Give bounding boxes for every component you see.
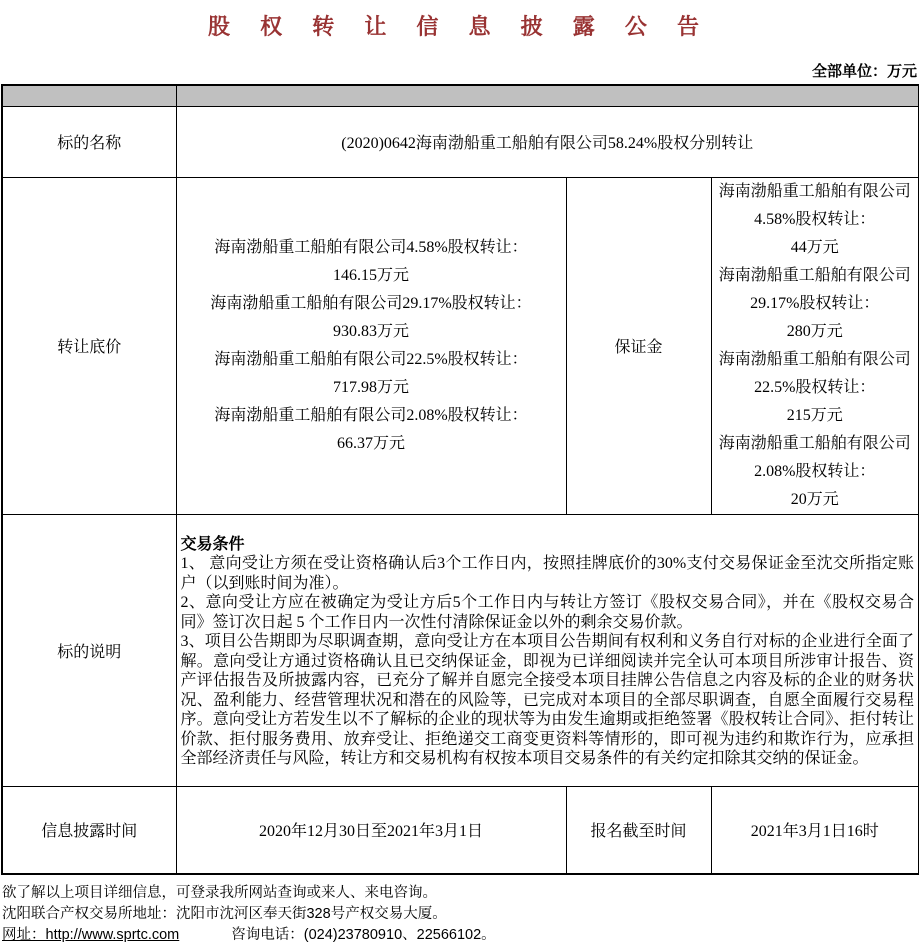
deposit-line: 44万元 — [790, 238, 839, 256]
deposit-cell — [711, 177, 919, 514]
header-band-right-cell — [176, 85, 919, 106]
floor-price-line: 海南渤船重工船舶有限公司22.5%股权转让： — [214, 350, 528, 368]
phone-numbers: 咨询电话：(024)23780910、22566102。 — [231, 927, 496, 943]
deposit-line: 280万元 — [786, 322, 843, 340]
disclosure-time-label: 信息披露时间 — [2, 786, 176, 874]
trade-condition-paragraph: 1、 意向受让方须在受让资格确认后3个工作日内，按照挂牌底价的30%支付交易保证金至沈交所指定账户（以到账时间为准）。 — [180, 555, 914, 592]
deposit-line: 215万元 — [786, 406, 843, 424]
registration-deadline-value: 2021年3月1日16时 — [711, 786, 919, 874]
floor-price-line: 海南渤船重工船舶有限公司29.17%股权转让： — [210, 294, 532, 312]
footer-consult-line: 欲了解以上项目详细信息，可登录我所网站查询或来人、来电咨询。 — [2, 885, 437, 901]
registration-deadline-label: 报名截至时间 — [566, 786, 711, 874]
deposit-line: 海南渤船重工船舶有限公司4.58%股权转让： — [718, 182, 911, 228]
deposit-label: 保证金 — [566, 177, 711, 514]
subject-description-cell — [176, 514, 919, 786]
floor-price-line: 66.37万元 — [336, 434, 405, 452]
deposit-line: 20万元 — [790, 490, 839, 508]
header-band-left-cell — [2, 85, 176, 106]
subject-name-row — [2, 106, 919, 177]
deposit-line: 海南渤船重工船舶有限公司2.08%股权转让： — [718, 434, 911, 480]
footer-address-line: 沈阳联合产权交易所地址：沈阳市沈河区奉天街328号产权交易大厦。 — [2, 906, 447, 922]
trade-condition-paragraph: 3、项目公告期即为尽职调查期，意向受让方在本项目公告期间有权利和义务自行对标的企业进行全面了解。意向受让方通过资格确认且已交纳保证金，即视为已详细阅读并完全认可本项目所涉审计报告、资产评估报告及所披露内容，已充分了解并自愿完全接受本项目挂牌公告信息之内容及标的企业的财务状况、盈利能力、经营管理状况和潜在的风险等，已完成对本项目的全部尽职调查，自愿全面履行交易程序。意向受让方若发生以不了解标的企业的现状等为由发生逾期或拒绝签署《股权转让合同》、拒付转让价款、拒付服务费用、放弃受让、拒绝递交工商变更资料等情形的，即可视为违约和欺诈行为，应承担全部经济责任与风险，转让方和交易机构有权按本项目交易条件的有关约定扣除其交纳的保证金。 — [180, 633, 914, 767]
price-deposit-row — [2, 177, 919, 514]
floor-price-label: 转让底价 — [2, 177, 176, 514]
time-row — [2, 786, 919, 874]
table-header-band — [2, 85, 919, 106]
deposit-line: 海南渤船重工船舶有限公司29.17%股权转让： — [718, 266, 911, 312]
floor-price-line: 146.15万元 — [332, 266, 409, 284]
subject-name-label: 标的名称 — [2, 106, 176, 177]
disclosure-time-value: 2020年12月30日至2021年3月1日 — [176, 786, 566, 874]
subject-name-value: (2020)0642海南渤船重工船舶有限公司58.24%股权分别转让 — [176, 106, 919, 177]
footer — [0, 883, 919, 946]
footer-contact-line — [2, 925, 919, 946]
floor-price-cell — [176, 177, 566, 514]
website-label: 网址： — [2, 927, 46, 943]
disclosure-table — [1, 84, 919, 875]
trade-condition-paragraph: 2、意向受让方应在被确定为受让方后5个工作日内与转让方签订《股权交易合同》，并在《股权交易合同》签订次日起 5 个工作日内一次性付清除保证金以外的剩余交易价款。 — [180, 594, 914, 631]
website-url[interactable]: http://www.sprtc.com — [45, 927, 180, 943]
subject-description-row — [2, 514, 919, 786]
floor-price-line: 930.83万元 — [332, 322, 409, 340]
floor-price-line: 717.98万元 — [332, 378, 409, 396]
deposit-line: 海南渤船重工船舶有限公司22.5%股权转让： — [718, 350, 911, 396]
floor-price-line: 海南渤船重工船舶有限公司4.58%股权转让： — [214, 238, 528, 256]
trade-conditions-heading: 交易条件 — [180, 535, 245, 553]
page-title: 股 权 转 让 信 息 披 露 公 告 — [207, 14, 711, 39]
subject-description-label: 标的说明 — [2, 514, 176, 786]
floor-price-line: 海南渤船重工船舶有限公司2.08%股权转让： — [214, 406, 528, 424]
unit-note: 全部单位：万元 — [811, 63, 917, 80]
